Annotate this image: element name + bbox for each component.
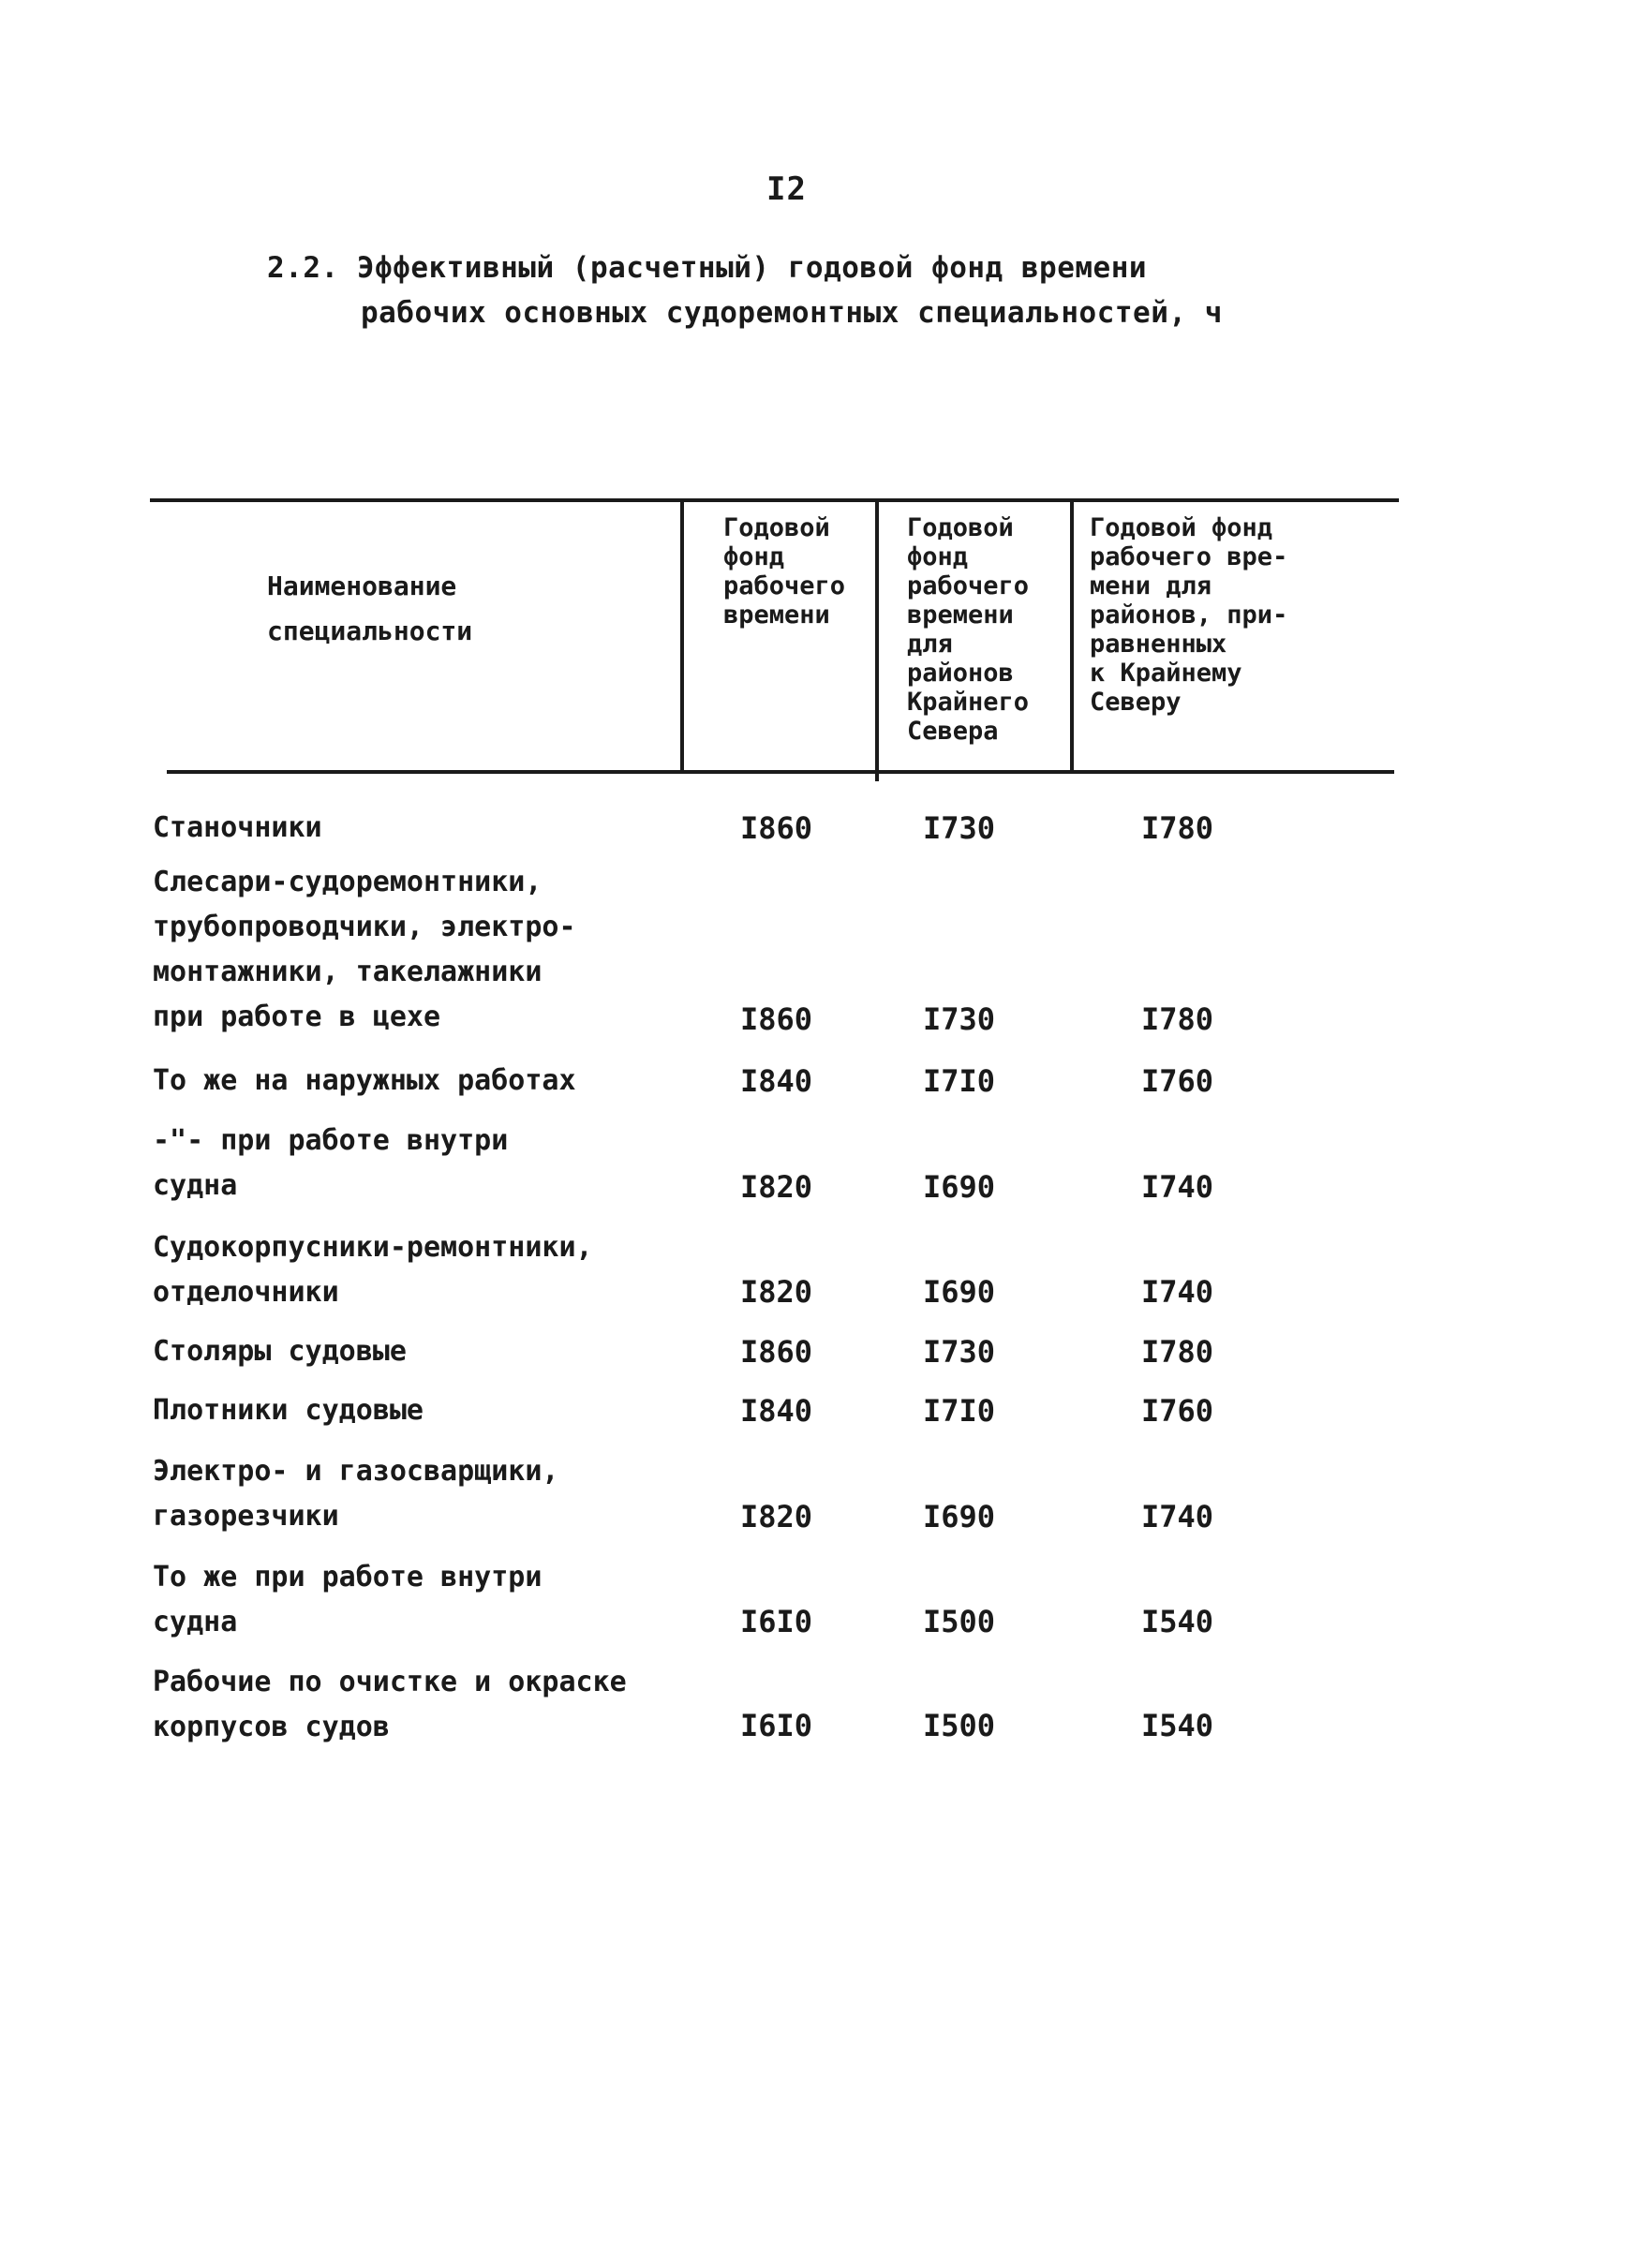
header-far-north: Годовой фонд рабочего времени для районов Крайнего Севера (907, 513, 1030, 746)
table-cell-annual: I820 (740, 1169, 813, 1205)
table-cell-annual: I840 (740, 1063, 813, 1099)
table-row-name: То же на наружных работах (153, 1064, 576, 1097)
table-row-name: Рабочие по очистке и окраске корпусов судов (153, 1666, 627, 1743)
header-divider-3 (1070, 500, 1074, 774)
table-cell-annual: I6I0 (740, 1708, 813, 1743)
table-cell-far-north: I7I0 (923, 1063, 996, 1099)
title-number: 2.2. (267, 251, 339, 285)
page-number: I2 (766, 170, 807, 208)
table-row-name: Плотники судовые (153, 1394, 424, 1427)
table-cell-equivalent: I780 (1141, 810, 1214, 846)
table-row-name: Станочники (153, 811, 322, 844)
table-cell-annual: I820 (740, 1499, 813, 1534)
table-cell-equivalent: I540 (1141, 1708, 1214, 1743)
table-cell-far-north: I500 (923, 1708, 996, 1743)
table-cell-far-north: I690 (923, 1169, 996, 1205)
table-title (267, 245, 1223, 335)
header-divider-2 (875, 500, 879, 781)
table-cell-equivalent: I540 (1141, 1604, 1214, 1639)
table-cell-far-north: I730 (923, 1001, 996, 1037)
table-cell-annual: I860 (740, 1334, 813, 1370)
table-row-name: Электро- и газосварщики, газорезчики (153, 1455, 559, 1533)
table-cell-annual: I820 (740, 1274, 813, 1310)
table-cell-equivalent: I740 (1141, 1169, 1214, 1205)
table-cell-equivalent: I760 (1141, 1063, 1214, 1099)
header-bottom-rule (167, 770, 1394, 774)
table-cell-far-north: I690 (923, 1274, 996, 1310)
table-cell-annual: I860 (740, 810, 813, 846)
table-cell-equivalent: I780 (1141, 1001, 1214, 1037)
title-line1: Эффективный (расчетный) годовой фонд времени (356, 251, 1148, 285)
header-annual-fund: Годовой фонд рабочего времени (723, 513, 846, 630)
table-cell-annual: I6I0 (740, 1604, 813, 1639)
table-cell-equivalent: I760 (1141, 1393, 1214, 1429)
table-cell-far-north: I690 (923, 1499, 996, 1534)
table-row-name: Слесари-судоремонтники, трубопроводчики, электро- монтажники, такелажники при работе в цехе (153, 866, 576, 1033)
table-cell-far-north: I7I0 (923, 1393, 996, 1429)
header-top-rule (150, 498, 1399, 502)
table-row-name: Судокорпусники-ремонтники, отделочники (153, 1231, 593, 1309)
header-divider-1 (680, 500, 684, 774)
title-line2: рабочих основных судоремонтных специальностей, ч (361, 296, 1223, 330)
header-specialty: Наименование специальности (267, 571, 473, 646)
table-row-name: Столяры судовые (153, 1335, 407, 1368)
header-equivalent-far-north: Годовой фонд рабочего вре- мени для районов, при- равненных к Крайнему Северу (1090, 513, 1288, 717)
table-cell-annual: I860 (740, 1001, 813, 1037)
table-cell-equivalent: I780 (1141, 1334, 1214, 1370)
table-cell-far-north: I730 (923, 1334, 996, 1370)
table-row-name: То же при работе внутри судна (153, 1561, 543, 1638)
table-cell-far-north: I730 (923, 810, 996, 846)
table-cell-equivalent: I740 (1141, 1274, 1214, 1310)
table-cell-far-north: I500 (923, 1604, 996, 1639)
table-row-name: -"- при работе внутри судна (153, 1124, 509, 1202)
table-cell-annual: I840 (740, 1393, 813, 1429)
table-cell-equivalent: I740 (1141, 1499, 1214, 1534)
